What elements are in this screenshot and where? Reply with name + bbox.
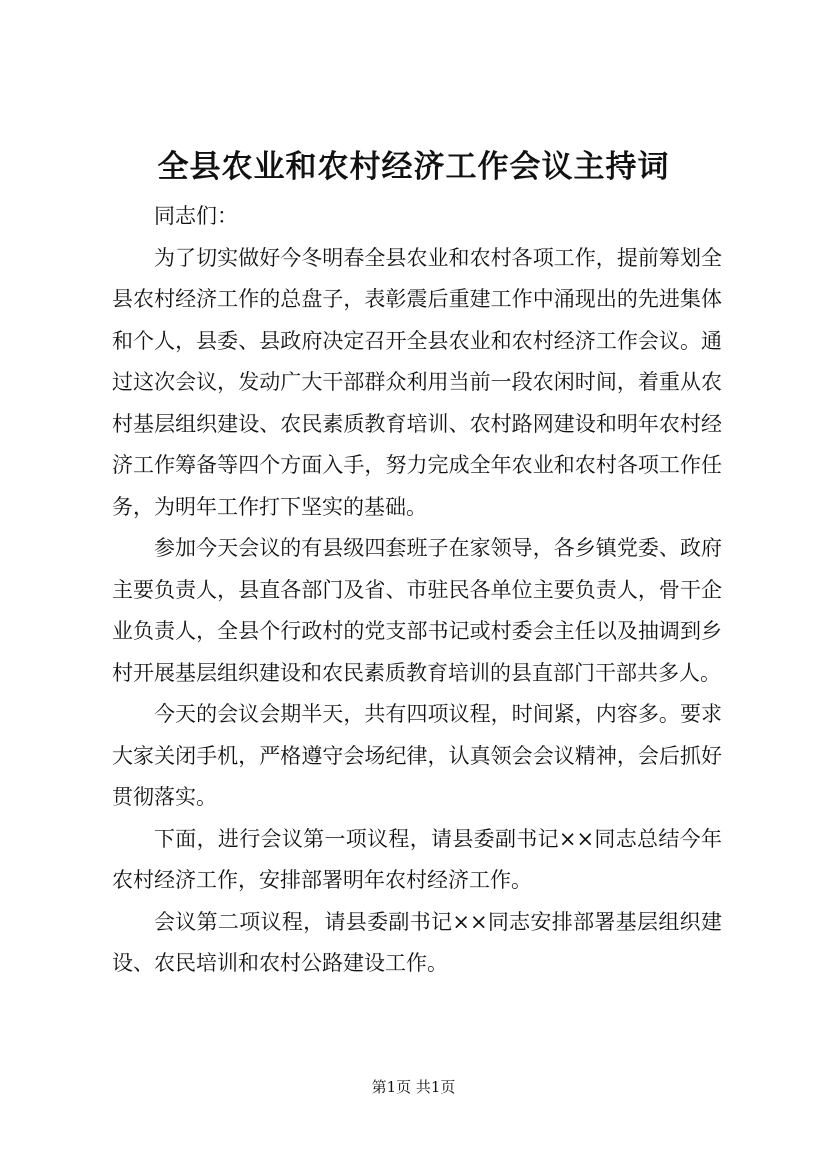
paragraph-3: 今天的会议会期半天，共有四项议程，时间紧，内容多。要求大家关闭手机，严格遵守会场纪律，认真领会会议精神，会后抓好贯彻落实。	[112, 702, 722, 809]
paragraph-1: 为了切实做好今冬明春全县农业和农村各项工作，提前筹划全县农村经济工作的总盘子，表彰震后重建工作中涌现出的先进集体和个人，县委、县政府决定召开全县农业和农村经济工作会议。通过这次会议，发动广大干部群众利用当前一段农闲时间，着重从农村基层组织建设、农民素质教育培训、农村路网建设和明年农村经济工作筹备等四个方面入手，努力完成全年农业和农村各项工作任务，为明年工作打下坚实的基础。	[112, 245, 722, 519]
paragraph-5: 会议第二项议程，请县委副书记××同志安排部署基层组织建设、农民培训和农村公路建设工作。	[112, 909, 722, 975]
document-title: 全县农业和农村经济工作会议主持词	[157, 149, 670, 185]
document-body	[112, 196, 722, 985]
paragraph-2: 参加今天会议的有县级四套班子在家领导，各乡镇党委、政府主要负责人，县直各部门及省、市驻民各单位主要负责人，骨干企业负责人，全县个行政村的党支部书记或村委会主任以及抽调到乡村开展基层组织建设和农民素质教育培训的县直部门干部共多人。	[112, 536, 722, 685]
page-footer: 第1页 共1页	[371, 1078, 456, 1096]
paragraph-4: 下面，进行会议第一项议程，请县委副书记××同志总结今年农村经济工作，安排部署明年农村经济工作。	[112, 826, 722, 892]
salutation: 同志们：	[154, 204, 238, 228]
